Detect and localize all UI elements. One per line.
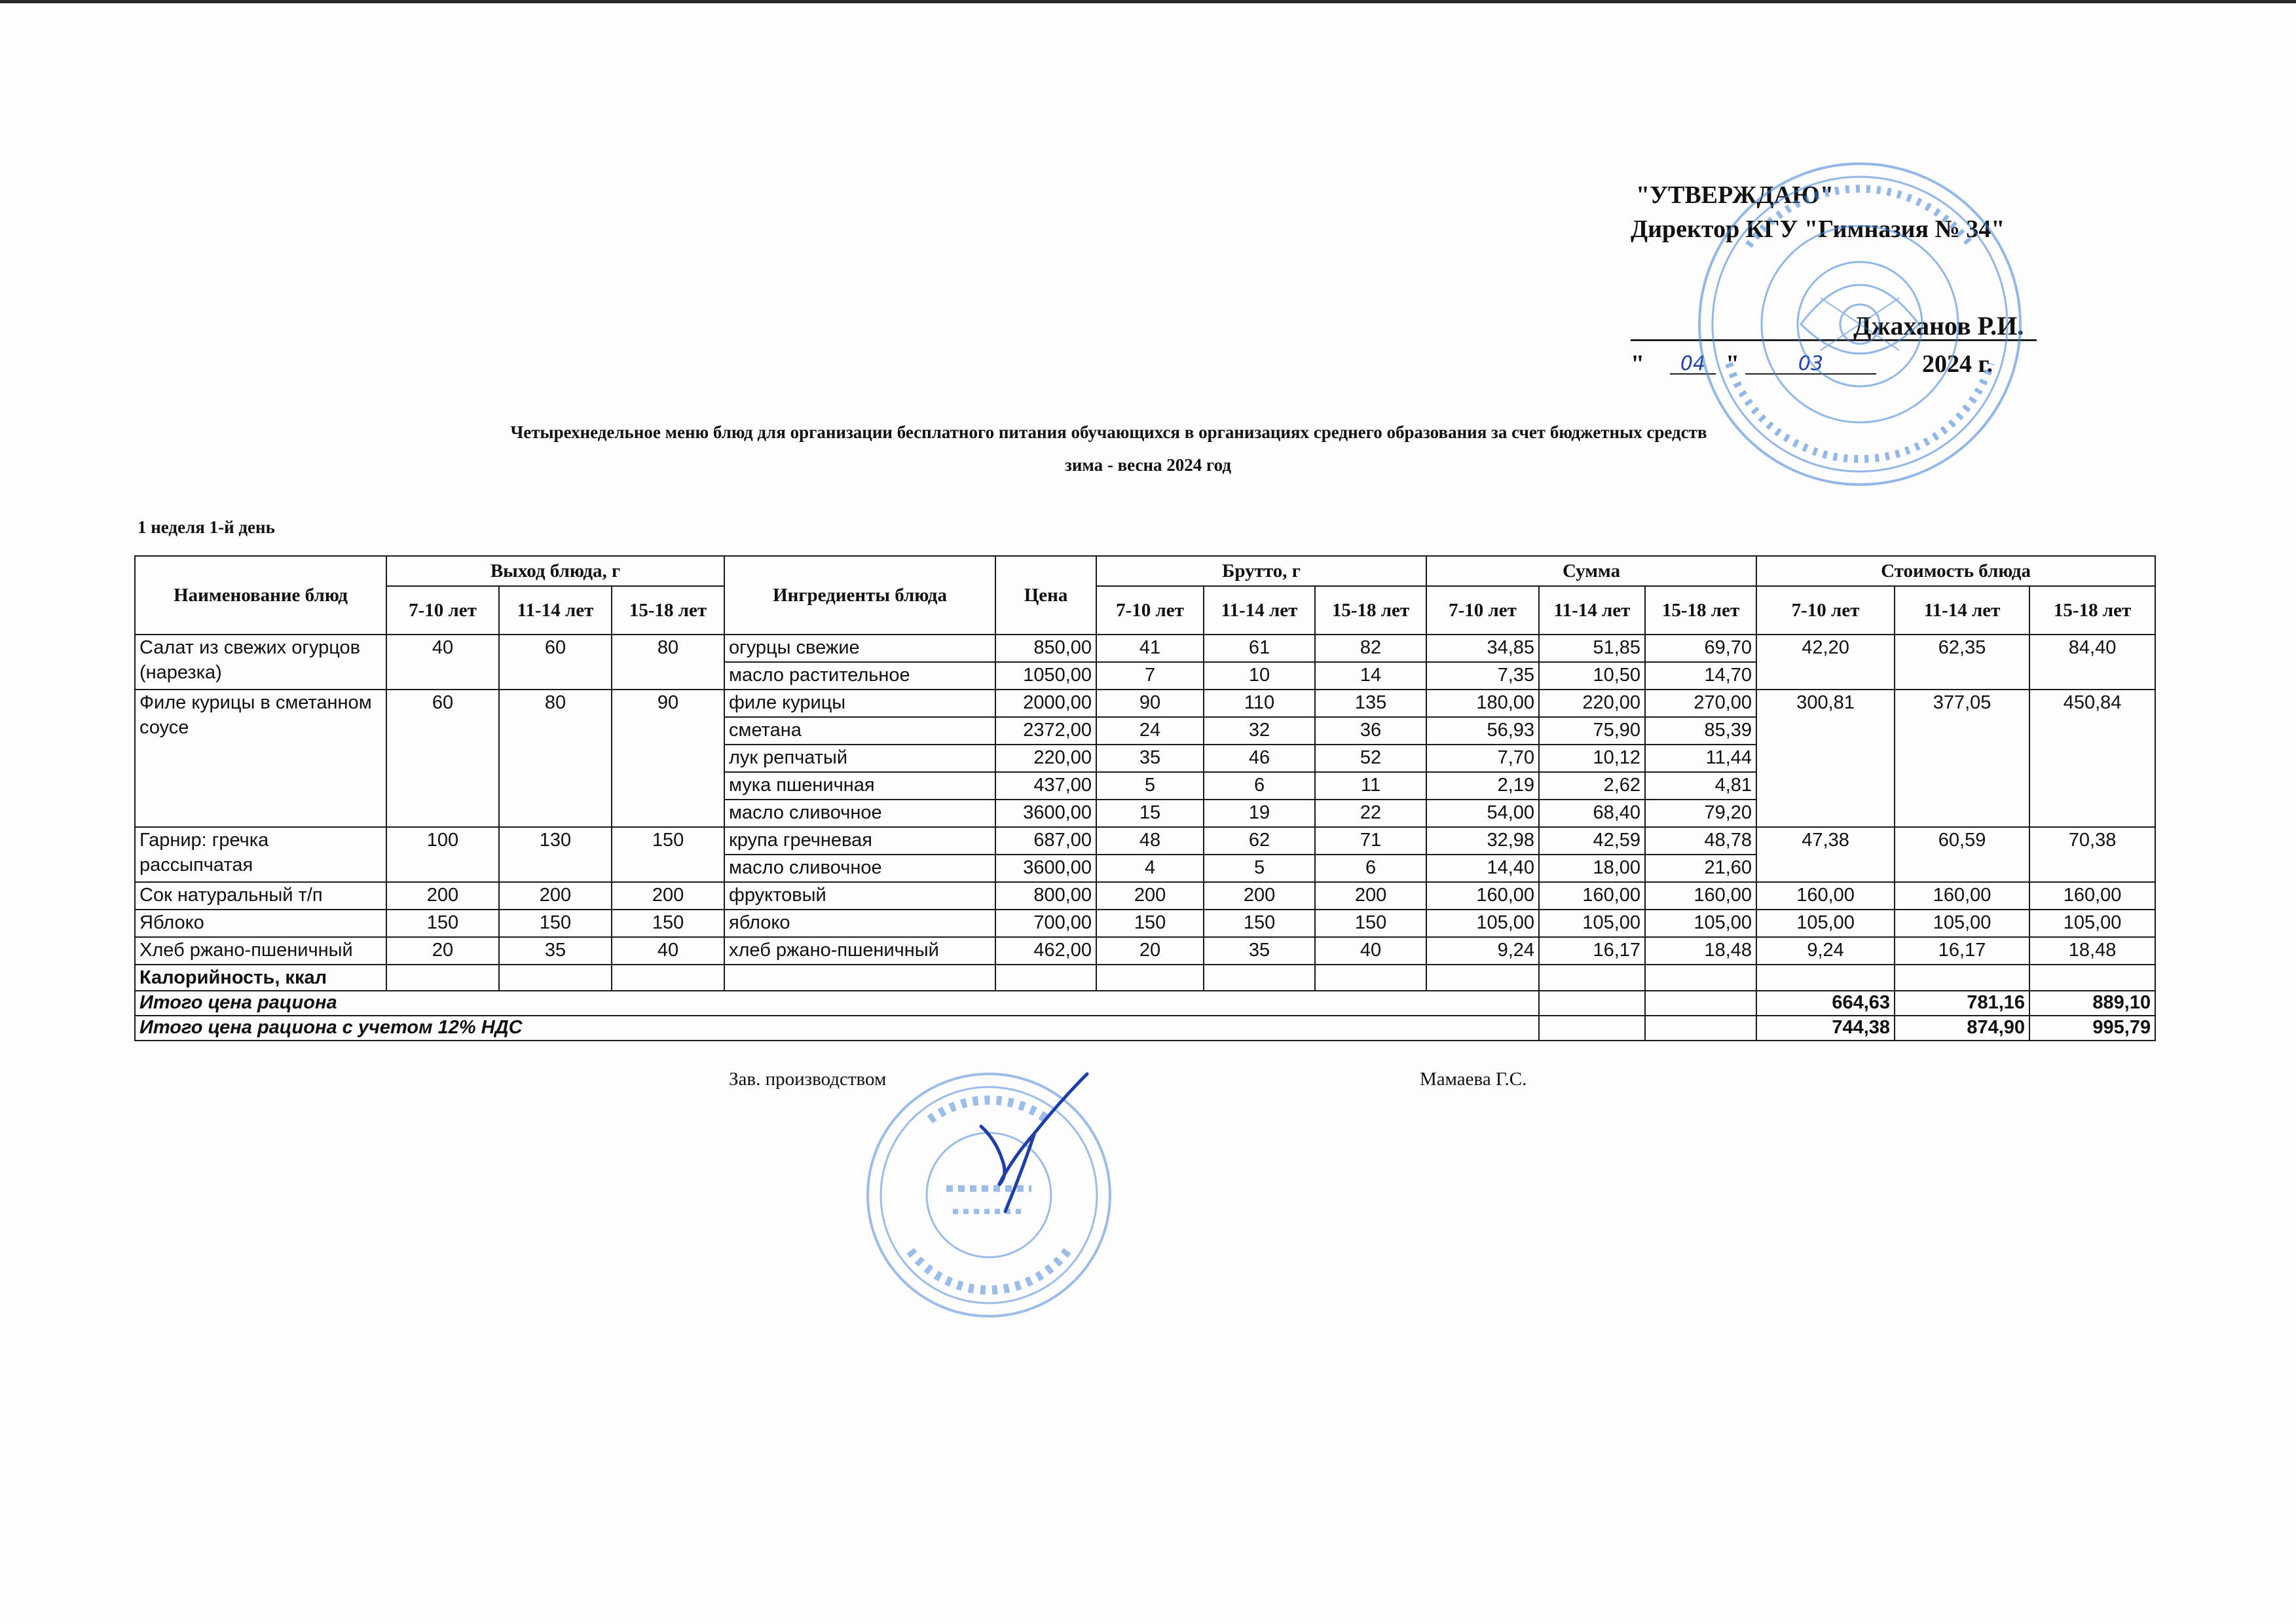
scan-edge bbox=[0, 0, 2296, 3]
ingredient-gross: 6 bbox=[1204, 772, 1315, 800]
age-header: 15-18 лет bbox=[612, 586, 724, 635]
age-header: 11-14 лет bbox=[499, 586, 612, 635]
ingredient-gross: 20 bbox=[1096, 937, 1204, 965]
col-sum-header: Сумма bbox=[1426, 556, 1756, 586]
dish-output: 200 bbox=[499, 882, 612, 910]
empty-cell bbox=[499, 965, 612, 991]
age-header: 11-14 лет bbox=[1204, 586, 1315, 635]
ingredient-price: 800,00 bbox=[995, 882, 1096, 910]
dish-cost: 9,24 bbox=[1756, 937, 1895, 965]
ingredient-price: 2000,00 bbox=[995, 690, 1096, 717]
ingredient-sum: 18,48 bbox=[1645, 937, 1756, 965]
empty-cell bbox=[1426, 965, 1539, 991]
total-label: Итого цена рациона bbox=[135, 991, 1539, 1016]
ingredient-name: яблоко bbox=[724, 910, 995, 937]
dish-output: 150 bbox=[612, 827, 724, 882]
total-vat-value: 995,79 bbox=[2029, 1016, 2155, 1041]
ingredient-gross: 7 bbox=[1096, 662, 1204, 690]
ingredient-sum: 42,59 bbox=[1539, 827, 1645, 855]
date-quote-close: " bbox=[1726, 350, 1740, 378]
age-header: 11-14 лет bbox=[1539, 586, 1645, 635]
ingredient-sum: 2,62 bbox=[1539, 772, 1645, 800]
col-dish-header: Наименование блюд bbox=[135, 556, 386, 635]
ingredient-name: сметана bbox=[724, 717, 995, 745]
dish-output: 60 bbox=[499, 635, 612, 690]
empty-cell bbox=[1539, 991, 1645, 1016]
ingredient-name: масло сливочное bbox=[724, 855, 995, 882]
table-row bbox=[135, 910, 2155, 937]
ingredient-sum: 56,93 bbox=[1426, 717, 1539, 745]
ingredient-gross: 200 bbox=[1096, 882, 1204, 910]
ingredient-price: 3600,00 bbox=[995, 800, 1096, 827]
ingredient-gross: 82 bbox=[1315, 635, 1426, 662]
ingredient-gross: 4 bbox=[1096, 855, 1204, 882]
ingredient-sum: 48,78 bbox=[1645, 827, 1756, 855]
ingredient-gross: 71 bbox=[1315, 827, 1426, 855]
ingredient-sum: 32,98 bbox=[1426, 827, 1539, 855]
empty-cell bbox=[1645, 991, 1756, 1016]
signature-scribble bbox=[976, 1061, 1107, 1231]
dish-cost: 42,20 bbox=[1756, 635, 1895, 690]
ingredient-gross: 150 bbox=[1315, 910, 1426, 937]
empty-cell bbox=[1096, 965, 1204, 991]
ingredient-gross: 41 bbox=[1096, 635, 1204, 662]
ingredient-gross: 110 bbox=[1204, 690, 1315, 717]
dish-cost: 300,81 bbox=[1756, 690, 1895, 827]
footer-role: Зав. производством bbox=[729, 1069, 887, 1090]
date-year: 2024 г. bbox=[1922, 350, 1993, 378]
ingredient-gross: 11 bbox=[1315, 772, 1426, 800]
dish-cost: 105,00 bbox=[1756, 910, 1895, 937]
ingredient-price: 687,00 bbox=[995, 827, 1096, 855]
total-value: 664,63 bbox=[1756, 991, 1895, 1016]
dish-output: 150 bbox=[612, 910, 724, 937]
ingredient-sum: 79,20 bbox=[1645, 800, 1756, 827]
ingredient-price: 220,00 bbox=[995, 745, 1096, 772]
ingredient-name: огурцы свежие bbox=[724, 635, 995, 662]
total-value: 781,16 bbox=[1895, 991, 2029, 1016]
ingredient-sum: 34,85 bbox=[1426, 635, 1539, 662]
col-price-header: Цена bbox=[995, 556, 1096, 635]
ingredient-gross: 35 bbox=[1204, 937, 1315, 965]
ingredient-price: 462,00 bbox=[995, 937, 1096, 965]
total-vat-value: 744,38 bbox=[1756, 1016, 1895, 1041]
total-vat-value: 874,90 bbox=[1895, 1016, 2029, 1041]
date-day-handwritten: 04 bbox=[1670, 347, 1716, 375]
dish-output: 100 bbox=[386, 827, 499, 882]
ingredient-sum: 270,00 bbox=[1645, 690, 1756, 717]
ingredient-gross: 36 bbox=[1315, 717, 1426, 745]
ingredient-price: 700,00 bbox=[995, 910, 1096, 937]
empty-cell bbox=[1204, 965, 1315, 991]
dish-output: 40 bbox=[386, 635, 499, 690]
week-day-label: 1 неделя 1-й день bbox=[138, 517, 275, 537]
total-value: 889,10 bbox=[2029, 991, 2155, 1016]
ingredient-price: 1050,00 bbox=[995, 662, 1096, 690]
total-vat-row bbox=[135, 1016, 2155, 1041]
empty-cell bbox=[1895, 965, 2029, 991]
dish-output: 80 bbox=[499, 690, 612, 827]
dish-name: Хлеб ржано-пшеничный bbox=[135, 937, 386, 965]
empty-cell bbox=[995, 965, 1096, 991]
dish-name: Яблоко bbox=[135, 910, 386, 937]
table-row bbox=[135, 827, 2155, 855]
age-header: 15-18 лет bbox=[1645, 586, 1756, 635]
ingredient-gross: 15 bbox=[1096, 800, 1204, 827]
col-cost-header: Стоимость блюда bbox=[1756, 556, 2155, 586]
ingredient-price: 3600,00 bbox=[995, 855, 1096, 882]
ingredient-sum: 180,00 bbox=[1426, 690, 1539, 717]
menu-season: зима - весна 2024 год bbox=[1064, 455, 1231, 475]
empty-cell bbox=[1315, 965, 1426, 991]
dish-output: 130 bbox=[499, 827, 612, 882]
ingredient-name: хлеб ржано-пшеничный bbox=[724, 937, 995, 965]
dish-cost: 84,40 bbox=[2029, 635, 2155, 690]
ingredient-gross: 6 bbox=[1315, 855, 1426, 882]
ingredient-gross: 52 bbox=[1315, 745, 1426, 772]
approval-director-title: Директор КГУ "Гимназия № 34" bbox=[1631, 215, 2005, 243]
ingredient-sum: 4,81 bbox=[1645, 772, 1756, 800]
dish-name: Салат из свежих огурцов (нарезка) bbox=[135, 635, 386, 690]
ingredient-sum: 14,40 bbox=[1426, 855, 1539, 882]
ingredient-gross: 150 bbox=[1096, 910, 1204, 937]
date-month-handwritten: 03 bbox=[1745, 347, 1876, 375]
ingredient-gross: 46 bbox=[1204, 745, 1315, 772]
ingredient-gross: 61 bbox=[1204, 635, 1315, 662]
calories-row bbox=[135, 965, 2155, 991]
footer-person: Мамаева Г.С. bbox=[1420, 1069, 1527, 1090]
ingredient-gross: 62 bbox=[1204, 827, 1315, 855]
date-quote-open: " bbox=[1631, 350, 1645, 378]
dish-output: 150 bbox=[499, 910, 612, 937]
ingredient-sum: 220,00 bbox=[1539, 690, 1645, 717]
col-ingredients-header: Ингредиенты блюда bbox=[724, 556, 995, 635]
dish-name: Сок натуральный т/п bbox=[135, 882, 386, 910]
total-vat-label: Итого цена рациона с учетом 12% НДС bbox=[135, 1016, 1539, 1041]
ingredient-gross: 35 bbox=[1096, 745, 1204, 772]
ingredient-sum: 11,44 bbox=[1645, 745, 1756, 772]
ingredient-sum: 14,70 bbox=[1645, 662, 1756, 690]
empty-cell bbox=[2029, 965, 2155, 991]
ingredient-price: 2372,00 bbox=[995, 717, 1096, 745]
dish-cost: 450,84 bbox=[2029, 690, 2155, 827]
ingredient-sum: 51,85 bbox=[1539, 635, 1645, 662]
menu-title: Четырехнедельное меню блюд для организации бесплатного питания обучающихся в организациях среднего образования за счет бюджетных средств bbox=[510, 422, 1707, 442]
ingredient-sum: 18,00 bbox=[1539, 855, 1645, 882]
ingredient-sum: 68,40 bbox=[1539, 800, 1645, 827]
ingredient-name: филе курицы bbox=[724, 690, 995, 717]
table-row bbox=[135, 937, 2155, 965]
ingredient-gross: 19 bbox=[1204, 800, 1315, 827]
ingredient-gross: 24 bbox=[1096, 717, 1204, 745]
ingredient-name: фруктовый bbox=[724, 882, 995, 910]
menu-table bbox=[134, 555, 2156, 1041]
director-name: Джаханов Р.И. bbox=[1853, 311, 2024, 341]
ingredient-sum: 160,00 bbox=[1426, 882, 1539, 910]
empty-cell bbox=[612, 965, 724, 991]
ingredient-gross: 5 bbox=[1096, 772, 1204, 800]
empty-cell bbox=[1645, 965, 1756, 991]
ingredient-sum: 2,19 bbox=[1426, 772, 1539, 800]
ingredient-gross: 5 bbox=[1204, 855, 1315, 882]
dish-cost: 160,00 bbox=[1895, 882, 2029, 910]
table-row bbox=[135, 690, 2155, 717]
ingredient-gross: 90 bbox=[1096, 690, 1204, 717]
ingredient-price: 850,00 bbox=[995, 635, 1096, 662]
dish-output: 80 bbox=[612, 635, 724, 690]
ingredient-sum: 21,60 bbox=[1645, 855, 1756, 882]
dish-cost: 70,38 bbox=[2029, 827, 2155, 882]
dish-name: Гарнир: гречка рассыпчатая bbox=[135, 827, 386, 882]
ingredient-sum: 105,00 bbox=[1645, 910, 1756, 937]
ingredient-sum: 160,00 bbox=[1539, 882, 1645, 910]
empty-cell bbox=[1539, 965, 1645, 991]
dish-cost: 62,35 bbox=[1895, 635, 2029, 690]
age-header: 11-14 лет bbox=[1895, 586, 2029, 635]
age-header: 15-18 лет bbox=[2029, 586, 2155, 635]
ingredient-sum: 105,00 bbox=[1426, 910, 1539, 937]
ingredient-sum: 160,00 bbox=[1645, 882, 1756, 910]
ingredient-gross: 14 bbox=[1315, 662, 1426, 690]
ingredient-sum: 7,35 bbox=[1426, 662, 1539, 690]
dish-cost: 47,38 bbox=[1756, 827, 1895, 882]
col-gross-header: Брутто, г bbox=[1096, 556, 1426, 586]
age-header: 7-10 лет bbox=[1426, 586, 1539, 635]
total-row bbox=[135, 991, 2155, 1016]
ingredient-name: лук репчатый bbox=[724, 745, 995, 772]
dish-cost: 105,00 bbox=[2029, 910, 2155, 937]
ingredient-sum: 10,12 bbox=[1539, 745, 1645, 772]
dish-cost: 105,00 bbox=[1895, 910, 2029, 937]
empty-cell bbox=[724, 965, 995, 991]
dish-output: 200 bbox=[386, 882, 499, 910]
col-output-header: Выход блюда, г bbox=[386, 556, 724, 586]
ingredient-gross: 32 bbox=[1204, 717, 1315, 745]
table-row bbox=[135, 882, 2155, 910]
empty-cell bbox=[386, 965, 499, 991]
dish-output: 150 bbox=[386, 910, 499, 937]
dish-output: 40 bbox=[612, 937, 724, 965]
ingredient-gross: 150 bbox=[1204, 910, 1315, 937]
official-seal-stamp bbox=[1690, 147, 2030, 501]
calories-label: Калорийность, ккал bbox=[135, 965, 386, 991]
ingredient-sum: 7,70 bbox=[1426, 745, 1539, 772]
ingredient-sum: 75,90 bbox=[1539, 717, 1645, 745]
ingredient-sum: 105,00 bbox=[1539, 910, 1645, 937]
empty-cell bbox=[1756, 965, 1895, 991]
empty-cell bbox=[1645, 1016, 1756, 1041]
ingredient-sum: 54,00 bbox=[1426, 800, 1539, 827]
ingredient-name: масло растительное bbox=[724, 662, 995, 690]
dish-cost: 16,17 bbox=[1895, 937, 2029, 965]
ingredient-gross: 40 bbox=[1315, 937, 1426, 965]
dish-cost: 60,59 bbox=[1895, 827, 2029, 882]
ingredient-gross: 200 bbox=[1204, 882, 1315, 910]
ingredient-sum: 10,50 bbox=[1539, 662, 1645, 690]
ingredient-sum: 69,70 bbox=[1645, 635, 1756, 662]
ingredient-name: крупа гречневая bbox=[724, 827, 995, 855]
ingredient-name: масло сливочное bbox=[724, 800, 995, 827]
dish-cost: 18,48 bbox=[2029, 937, 2155, 965]
ingredient-gross: 135 bbox=[1315, 690, 1426, 717]
ingredient-sum: 85,39 bbox=[1645, 717, 1756, 745]
ingredient-gross: 22 bbox=[1315, 800, 1426, 827]
dish-output: 200 bbox=[612, 882, 724, 910]
dish-output: 35 bbox=[499, 937, 612, 965]
age-header: 7-10 лет bbox=[386, 586, 499, 635]
age-header: 7-10 лет bbox=[1096, 586, 1204, 635]
age-header: 15-18 лет bbox=[1315, 586, 1426, 635]
dish-name: Филе курицы в сметанном соусе bbox=[135, 690, 386, 827]
empty-cell bbox=[1539, 1016, 1645, 1041]
ingredient-gross: 48 bbox=[1096, 827, 1204, 855]
dish-output: 20 bbox=[386, 937, 499, 965]
age-header: 7-10 лет bbox=[1756, 586, 1895, 635]
dish-output: 60 bbox=[386, 690, 499, 827]
ingredient-gross: 10 bbox=[1204, 662, 1315, 690]
menu-table-body bbox=[135, 635, 2155, 965]
dish-cost: 377,05 bbox=[1895, 690, 2029, 827]
ingredient-name: мука пшеничная bbox=[724, 772, 995, 800]
ingredient-price: 437,00 bbox=[995, 772, 1096, 800]
dish-output: 90 bbox=[612, 690, 724, 827]
approval-heading: "УТВЕРЖДАЮ" bbox=[1636, 181, 1834, 209]
table-row bbox=[135, 635, 2155, 662]
ingredient-sum: 16,17 bbox=[1539, 937, 1645, 965]
ingredient-sum: 9,24 bbox=[1426, 937, 1539, 965]
dish-cost: 160,00 bbox=[1756, 882, 1895, 910]
ingredient-gross: 200 bbox=[1315, 882, 1426, 910]
dish-cost: 160,00 bbox=[2029, 882, 2155, 910]
